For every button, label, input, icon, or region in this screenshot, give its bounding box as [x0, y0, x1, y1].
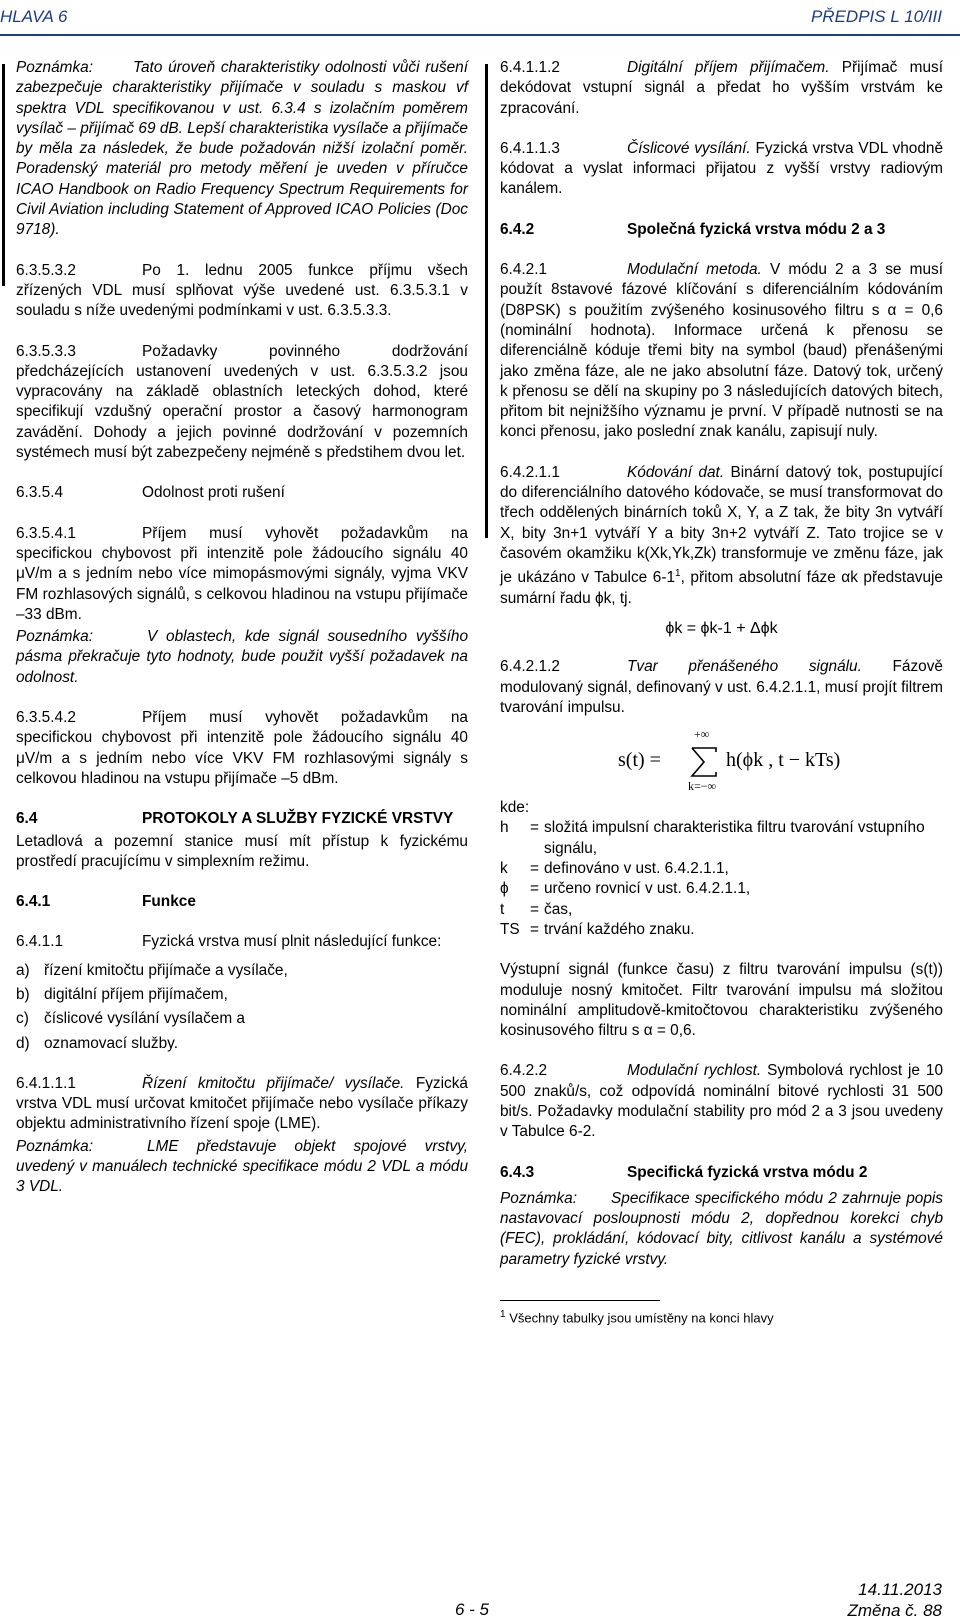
- definition-row: ϕ = určeno rovnicí v ust. 6.4.2.1.1,: [500, 880, 751, 898]
- paragraph-6-4-1-1-1: 6.4.1.1.1 Řízení kmitočtu přijímače/ vysílače. Fyzická vrstva VDL musí určovat kmitočet přijímače nebo vysílače příkazy objektu administrativního řízení spoje (LME).: [16, 1074, 468, 1133]
- page-number: 6 - 5: [455, 1600, 490, 1619]
- heading-6-4-1: 6.4.1 Funkce: [16, 893, 196, 911]
- paragraph-6-4-2-1-2: 6.4.2.1.2 Tvar přenášeného signálu. Fázově modulovaný signál, definovaný v ust. 6.4.2.1.1, musí projít filtrem tvarování impulsu.: [500, 658, 943, 716]
- kde-label: kde:: [500, 799, 530, 817]
- heading-6-4-2: 6.4.2 Společná fyzická vrstva módu 2 a 3: [500, 220, 886, 238]
- left-column: [16, 58, 468, 1218]
- paragraph-6-3-5-4-1: 6.3.5.4.1 Příjem musí vyhovět požadavkům na specifickou chybovost při intenzitě pole žádoucího signálu 40 μV/m a s jedním nebo více mimopásmovými signály, vyjma VKV FM rozhlasových signálů, s celkovou hladinou na vstupu přijímače –33 dBm.: [16, 524, 468, 623]
- definition-list: [500, 818, 943, 940]
- paragraph-6-4: Letadlová a pozemní stanice musí mít přístup k fyzickému prostředí pracujícímu v simplexním režimu.: [16, 832, 468, 870]
- output-signal-paragraph: Výstupní signál (funkce času) z filtru tvarování impulsu (s(t)) moduluje nosný kmitočet. Filtr tvarování impulsu má složitou nominální amplitudově-kmitočtovou charakteristiku zvýšeného kosinusového filtru s α = 0,6.: [500, 961, 943, 1040]
- paragraph-6-3-5-4-2: 6.3.5.4.2 Příjem musí vyhovět požadavkům na specifickou chybovost při intenzitě pole žádoucího signálu 40 μV/m a s jedním nebo více VKV FM rozhlasovými signály s celkovou hladinou na vstupu přijímače –5 dBm.: [16, 709, 468, 787]
- page-header: [0, 0, 960, 36]
- change-bar: [2, 64, 5, 286]
- page-footer: [0, 1580, 960, 1622]
- note-paragraph: Poznámka: LME představuje objekt spojové vrstvy, uvedený v manuálech technické specifikace módu 2 VDL a módu 3 VDL.: [16, 1137, 468, 1196]
- list-item: c) číslicové vysílání vysílačem a: [16, 1010, 245, 1028]
- paragraph-6-4-1-1: 6.4.1.1 Fyzická vrstva musí plnit následující funkce:: [16, 933, 442, 951]
- sum-lower-limit: k=−∞: [688, 779, 717, 793]
- definition-row: t = čas,: [500, 900, 573, 918]
- change-bar: [485, 64, 488, 538]
- list-item: a) řízení kmitočtu přijímače a vysílače,: [16, 961, 288, 979]
- note-paragraph: Poznámka: Specifikace specifického módu 2 zahrnuje popis nastavovací posloupnosti módu 2, dopřednou korekci chyb (FEC), prokládání, kódovací bity, citlivost kanálu a systémové parametry fyzické vrstvy.: [500, 1189, 943, 1268]
- list-item: d) oznamovací služby.: [16, 1034, 179, 1052]
- list-item: b) digitální příjem přijímačem,: [16, 985, 228, 1003]
- right-column: [500, 58, 943, 1329]
- paragraph-6-4-2-2: 6.4.2.2 Modulační rychlost. Symbolová rychlost je 10 500 znaků/s, což odpovídá nominální bitové rychlosti 31 500 bit/s. Požadavky modulační stability pro mód 2 a 3 jsou uvedeny v Tabulce 6-2.: [500, 1062, 943, 1141]
- paragraph-6-3-5-3-3: 6.3.5.3.3 Požadavky povinného dodržování předcházejících ustanovení uvedených v ust. 6.3.5.3.2 jsou vypracovány na základě oblastních leteckých dohod, které specifikují vzdušný operační prostor a časový harmonogram zavádění. Dohody a jejich povinné dodržování v pozemních systémech musí být zabezpečeny nejméně s předstihem dvou let.: [16, 342, 468, 462]
- change-number: Změna č. 88: [847, 1601, 942, 1620]
- heading-6-4: 6.4 PROTOKOLY A SLUŽBY FYZICKÉ VRSTVY: [16, 810, 454, 828]
- pulse-shaping-formula: [618, 726, 918, 792]
- definition-row: TS = trvání každého znaku.: [500, 920, 695, 938]
- regulation-title: PŘEDPIS L 10/III: [810, 6, 942, 26]
- revision-date: 14.11.2013: [858, 1580, 942, 1599]
- formula-rhs: h(ϕk , t − kTs): [726, 749, 841, 772]
- phase-formula: ϕk = ϕk-1 + Δϕk: [665, 619, 778, 637]
- footnote: $^1$ Všechny tabulky jsou umístěny na konci hlavy: [500, 1309, 774, 1326]
- note-paragraph: Poznámka: V oblastech, kde signál sousedního vyššího pásma překračuje tyto hodnoty, bude použit vyšší požadavek na odolnost.: [16, 628, 468, 686]
- paragraph-6-4-1-1-3: 6.4.1.1.3 Číslicové vysílání. Fyzická vrstva VDL vhodně kódovat a vyslat informaci přijatou z vyšší vrstvy radiovým kanálem.: [500, 139, 943, 198]
- sum-upper-limit: +∞: [694, 727, 710, 742]
- heading-6-3-5-4: 6.3.5.4 Odolnost proti rušení: [16, 484, 285, 502]
- paragraph-6-3-5-3-2: 6.3.5.3.2 Po 1. lednu 2005 funkce příjmu všech zřízených VDL musí splňovat výše uvedené ust. 6.3.5.3.1 v souladu s níže uvedenými podmínkami v ust. 6.3.5.3.3.: [16, 261, 468, 320]
- function-list: [16, 961, 468, 1054]
- paragraph-6-4-2-1-1: 6.4.2.1.1 Kódování dat. Binární datový tok, postupující do diferenciálního datového kódovače, se musí transformovat do třech oddělených binárních toků X, Y, a Z tak, že bity 3n vytváří X, bity 3n+1 vytváří Y a bity 3n+2 vytváří Z. Tato trojice se v časovém okamžiku k(Xk,Yk,Zk) transformuje ve změnu fáze, jak je ukázáno v Tabulce $6-1^1$, přitom absolutní fáze αk představuje sumární řadu ϕk, tj.: [500, 463, 943, 607]
- sigma-icon: [692, 748, 716, 776]
- paragraph-6-4-1-1-2: 6.4.1.1.2 Digitální příjem přijímačem. Přijímač musí dekódovat vstupní signál a předat ho vyšším vrstvám ke zpracování.: [500, 59, 944, 117]
- paragraph-6-4-2-1: 6.4.2.1 Modulační metoda. V módu 2 a 3 se musí použít 8stavové fázové klíčování s diferenciálním kódováním (D8PSK) s použitím zvýšeného kosinusového filtru s α = 0,6 (nominální hodnota). Informace určená k přenosu se diferenciálně kóduje třemi bity na symbol (baud) přenášenými jako změna fáze, ale ne jako absolutní fáze. Datový tok, určený k přenosu se dělí na skupiny po 3 následujících datových bitech, přitom bit nejnižšího významu je první. V případě nutnosti se na konci přenosu, jako poslední znak kanálu, zapisují nuly.: [500, 261, 943, 441]
- definition-row: k = definováno v ust. 6.4.2.1.1,: [500, 860, 729, 878]
- formula-lhs: s(t) =: [618, 749, 661, 772]
- chapter-title: HLAVA 6: [0, 6, 68, 26]
- heading-6-4-3: 6.4.3 Specifická fyzická vrstva módu 2: [500, 1163, 868, 1181]
- footnote-divider: [500, 1300, 660, 1301]
- definition-row: h = složitá impulsní charakteristika filtru tvarování vstupního signálu,: [500, 819, 925, 857]
- note-paragraph: Poznámka: Tato úroveň charakteristiky odolnosti vůči rušení zabezpečuje charakteristiky přijímače v souladu s maskou vf spektra VDL specifikovanou v ust. 6.3.4 s izolačním poměrem vysílač – přijímač 69 dB. Lepší charakteristika vysílače a přijímače by měla za následek, že bude požadován nižší izolační poměr. Poradenský materiál pro metody měření je uveden v příručce ICAO Handbook on Radio Frequency Spectrum Requirements for Civil Aviation including Statement of Approved ICAO Policies (Doc 9718).: [16, 59, 468, 239]
